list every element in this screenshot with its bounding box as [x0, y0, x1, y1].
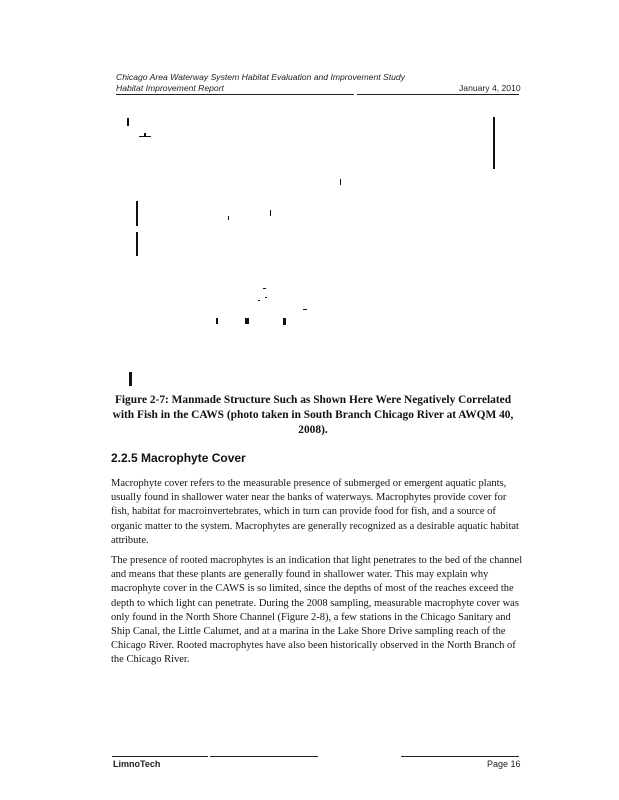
photo-fragment	[283, 318, 286, 325]
footer-rule	[210, 756, 318, 757]
photo-fragment	[258, 300, 260, 301]
footer-rule	[112, 756, 208, 757]
header-date: January 4, 2010	[459, 83, 521, 93]
header-title: Chicago Area Waterway System Habitat Evaluation and Improvement Study	[116, 72, 405, 82]
photo-fragment	[216, 318, 218, 324]
photo-fragment	[245, 318, 249, 324]
photo-fragment	[228, 216, 229, 220]
body-paragraph: The presence of rooted macrophytes is an indication that light penetrates to the bed of the channel and means that these plants are generally found in shallower water. This may explain why macrophyte cover in the CAWS is so limited, since the depths of most of the reaches exceed the depth to which light can penetrate. During the 2008 sampling, measurable macrophyte cover was only found in the North Shore Channel (Figure 2-8), a few stations in the Chicago Sanitary and Ship Canal, the Little Calumet, and at a marina in the Lake Shore Drive sampling reach of the Chicago River. Rooted macrophytes have also been historically observed in the North Branch of the Chicago River.	[111, 555, 523, 666]
header-rule	[116, 94, 354, 95]
photo-fragment	[270, 210, 271, 216]
photo-fragment	[265, 297, 267, 298]
photo-fragment	[340, 179, 341, 185]
header-rule-right	[357, 94, 519, 95]
photo-fragment	[263, 288, 266, 289]
photo-fragment	[129, 372, 132, 386]
photo-fragment	[127, 118, 129, 126]
photo-fragment	[144, 133, 146, 136]
photo-fragment	[493, 117, 495, 169]
photo-fragment	[139, 136, 151, 137]
footer-company: LimnoTech	[113, 759, 161, 769]
section-heading: 2.2.5 Macrophyte Cover	[111, 451, 246, 465]
photo-fragment	[136, 232, 138, 256]
header-subtitle: Habitat Improvement Report	[116, 83, 224, 93]
body-paragraph: Macrophyte cover refers to the measurable presence of submerged or emergent aquatic plants, usually found in shallower water near the banks of waterways. Macrophytes provide cover for fish, habitat for macroinvertebrates, which in turn can provide food for fish, and a source of organic matter to the system. Macrophytes are generally recognized as a desirable aquatic habitat attribute.	[111, 478, 519, 546]
figure-caption: Figure 2-7: Manmade Structure Such as Shown Here Were Negatively Correlated with Fish in the CAWS (photo taken in South Branch Chicago River at AWQM 40, 2008).	[112, 394, 514, 436]
footer-rule	[401, 756, 519, 757]
footer-page-number: Page 16	[487, 759, 521, 769]
photo-fragment	[136, 201, 138, 226]
photo-fragment	[303, 309, 307, 310]
